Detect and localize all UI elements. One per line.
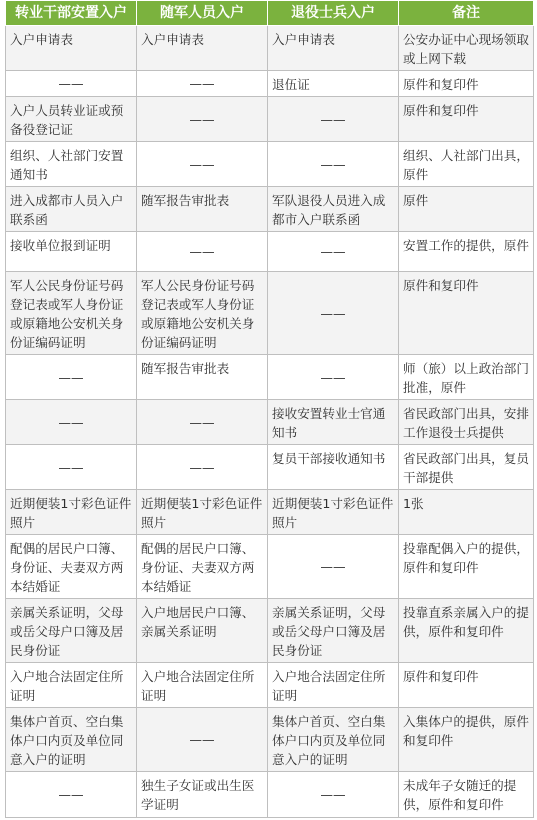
- table-cell-retired-soldiers: ——: [268, 272, 399, 355]
- table-row: [6, 599, 534, 663]
- table-cell-military-dependents: ——: [137, 142, 268, 187]
- table-cell-military-dependents: 随军报告审批表: [137, 187, 268, 232]
- col-header-remarks: 备注: [399, 1, 534, 26]
- table-cell-retired-soldiers: 亲属关系证明，父母或岳父母户口簿及居民身份证: [268, 599, 399, 663]
- table-cell-retired-soldiers: 集体户首页、空白集体户口内页及单位同意入户的证明: [268, 708, 399, 772]
- table-cell-military-dependents: 入户地居民户口簿、亲属关系证明: [137, 599, 268, 663]
- table-cell-transferred-cadres: ——: [6, 400, 137, 445]
- table-cell-military-dependents: ——: [137, 71, 268, 97]
- table-cell-military-dependents: 独生子女证或出生医学证明: [137, 772, 268, 818]
- table-cell-transferred-cadres: 配偶的居民户口簿、身份证、夫妻双方两本结婚证: [6, 535, 137, 599]
- table-cell-retired-soldiers: ——: [268, 232, 399, 272]
- table-cell-remarks: 省民政部门出具，复员干部提供: [399, 445, 534, 490]
- table-cell-transferred-cadres: 军人公民身份证号码登记表或军人身份证或原籍地公安机关身份证编码证明: [6, 272, 137, 355]
- table-cell-remarks: 省民政部门出具，安排工作退役士兵提供: [399, 400, 534, 445]
- col-header-military-dependents: 随军人员入户: [137, 1, 268, 26]
- table-cell-transferred-cadres: 进入成都市人员入户联系函: [6, 187, 137, 232]
- table-cell-retired-soldiers: ——: [268, 142, 399, 187]
- table-cell-remarks: 原件和复印件: [399, 71, 534, 97]
- table-cell-remarks: 安置工作的提供，原件: [399, 232, 534, 272]
- table-cell-transferred-cadres: 近期便装1寸彩色证件照片: [6, 490, 137, 535]
- table-row: [6, 663, 534, 708]
- table-cell-military-dependents: 配偶的居民户口簿、身份证、夫妻双方两本结婚证: [137, 535, 268, 599]
- table-cell-retired-soldiers: 复员干部接收通知书: [268, 445, 399, 490]
- table-cell-remarks: 未成年子女随迁的提供，原件和复印件: [399, 772, 534, 818]
- table-cell-remarks: 原件: [399, 187, 534, 232]
- table-cell-transferred-cadres: 亲属关系证明，父母或岳父母户口簿及居民身份证: [6, 599, 137, 663]
- table-cell-remarks: 原件和复印件: [399, 663, 534, 708]
- table-cell-remarks: 入集体户的提供，原件和复印件: [399, 708, 534, 772]
- table-cell-transferred-cadres: 接收单位报到证明: [6, 232, 137, 272]
- table-row: [6, 445, 534, 490]
- table-cell-transferred-cadres: 组织、人社部门安置通知书: [6, 142, 137, 187]
- table-cell-military-dependents: ——: [137, 97, 268, 142]
- table-cell-retired-soldiers: 军队退役人员进入成都市入户联系函: [268, 187, 399, 232]
- table-row: [6, 772, 534, 818]
- table-cell-military-dependents: ——: [137, 400, 268, 445]
- table-row: [6, 142, 534, 187]
- table-row: [6, 355, 534, 400]
- table-cell-remarks: 投靠直系亲属入户的提供，原件和复印件: [399, 599, 534, 663]
- table-cell-transferred-cadres: 入户人员转业证或预备役登记证: [6, 97, 137, 142]
- table-cell-retired-soldiers: ——: [268, 355, 399, 400]
- table-cell-remarks: 组织、人社部门出具，原件: [399, 142, 534, 187]
- table-cell-military-dependents: ——: [137, 445, 268, 490]
- table-cell-military-dependents: 入户地合法固定住所证明: [137, 663, 268, 708]
- table-cell-retired-soldiers: 入户地合法固定住所证明: [268, 663, 399, 708]
- table-row: [6, 232, 534, 272]
- table-cell-remarks: 1张: [399, 490, 534, 535]
- table-cell-military-dependents: 近期便装1寸彩色证件照片: [137, 490, 268, 535]
- table-row: [6, 400, 534, 445]
- table-row: [6, 97, 534, 142]
- table-row: [6, 490, 534, 535]
- household-registration-table: [5, 0, 534, 818]
- table-row: [6, 187, 534, 232]
- table-cell-remarks: 公安办证中心现场领取或上网下载: [399, 26, 534, 71]
- table-cell-military-dependents: ——: [137, 708, 268, 772]
- table-cell-military-dependents: 军人公民身份证号码登记表或军人身份证或原籍地公安机关身份证编码证明: [137, 272, 268, 355]
- table-cell-retired-soldiers: ——: [268, 97, 399, 142]
- table-cell-retired-soldiers: ——: [268, 772, 399, 818]
- table-cell-remarks: 原件和复印件: [399, 272, 534, 355]
- table-cell-military-dependents: 入户申请表: [137, 26, 268, 71]
- table-cell-transferred-cadres: ——: [6, 445, 137, 490]
- table-cell-transferred-cadres: 入户地合法固定住所证明: [6, 663, 137, 708]
- table-cell-retired-soldiers: 退伍证: [268, 71, 399, 97]
- table-cell-retired-soldiers: 近期便装1寸彩色证件照片: [268, 490, 399, 535]
- table-row: [6, 708, 534, 772]
- table-cell-remarks: 原件和复印件: [399, 97, 534, 142]
- table-cell-retired-soldiers: 接收安置转业士官通知书: [268, 400, 399, 445]
- table-row: [6, 272, 534, 355]
- table-cell-transferred-cadres: ——: [6, 71, 137, 97]
- col-header-transferred-cadres: 转业干部安置入户: [6, 1, 137, 26]
- table-cell-remarks: 投靠配偶入户的提供，原件和复印件: [399, 535, 534, 599]
- table-cell-military-dependents: 随军报告审批表: [137, 355, 268, 400]
- table-cell-remarks: 师（旅）以上政治部门批准，原件: [399, 355, 534, 400]
- table-cell-military-dependents: ——: [137, 232, 268, 272]
- table-row: [6, 535, 534, 599]
- table-cell-transferred-cadres: 集体户首页、空白集体户口内页及单位同意入户的证明: [6, 708, 137, 772]
- table-cell-transferred-cadres: ——: [6, 355, 137, 400]
- table-cell-retired-soldiers: ——: [268, 535, 399, 599]
- col-header-retired-soldiers: 退役士兵入户: [268, 1, 399, 26]
- table-row: [6, 26, 534, 71]
- header-row: [6, 1, 534, 26]
- table-row: [6, 71, 534, 97]
- table-cell-retired-soldiers: 入户申请表: [268, 26, 399, 71]
- table-cell-transferred-cadres: 入户申请表: [6, 26, 137, 71]
- table-cell-transferred-cadres: ——: [6, 772, 137, 818]
